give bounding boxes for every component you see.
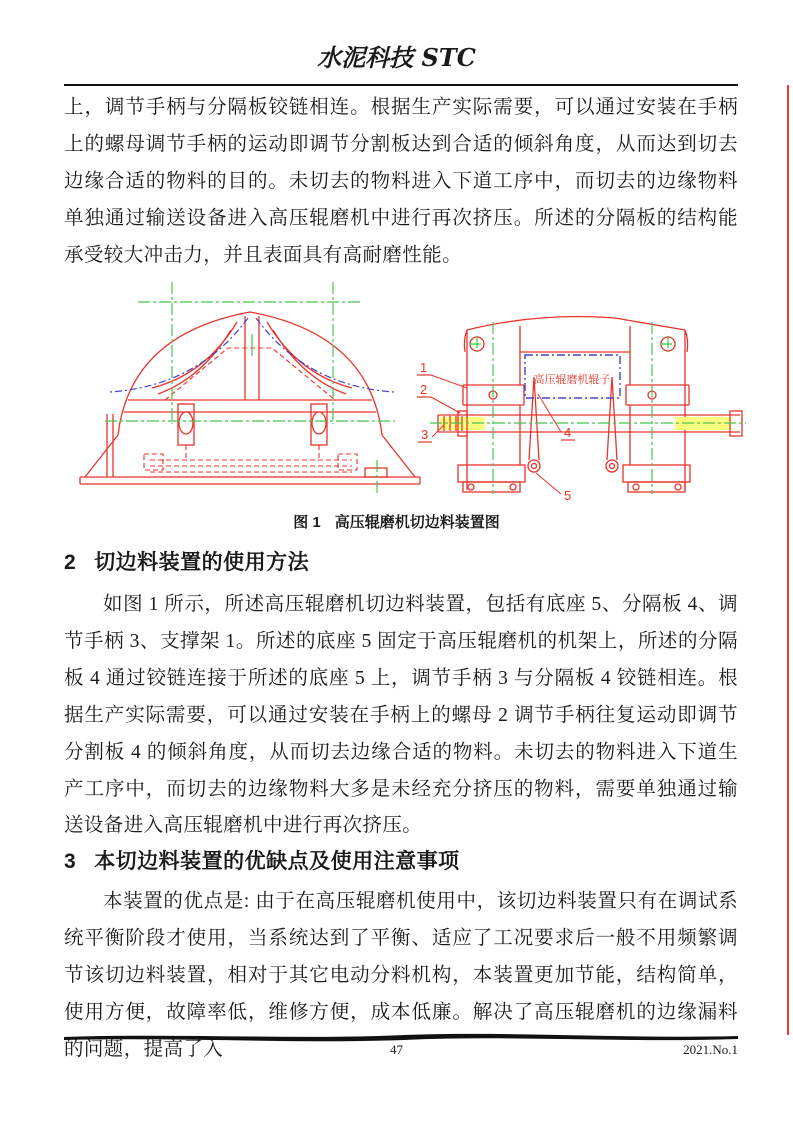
part-label-5: 5 bbox=[564, 488, 572, 503]
figure-caption-title: 高压辊磨机切边料装置图 bbox=[334, 514, 500, 531]
page-number: 47 bbox=[390, 1042, 403, 1057]
figure-caption bbox=[0, 511, 793, 532]
section-2-title: 切边料装置的使用方法 bbox=[94, 551, 310, 574]
section-2-heading bbox=[64, 546, 738, 576]
left-view-hidden-lines bbox=[144, 348, 357, 472]
cad-drawing-svg bbox=[70, 282, 748, 506]
header-rule bbox=[64, 84, 738, 86]
roller-box-label: 高压辊磨机辊子 bbox=[533, 374, 611, 386]
part-label-4: 4 bbox=[564, 425, 572, 440]
issue-number: 2021.No.1 bbox=[683, 1042, 738, 1057]
right-view-centerlines bbox=[430, 322, 746, 494]
red-margin-marker-line bbox=[787, 85, 789, 1035]
figure-caption-number: 图 1 bbox=[293, 514, 321, 531]
section-2-number: 2 bbox=[64, 551, 77, 574]
left-view-dome bbox=[80, 312, 420, 484]
section-3-paragraph: 本装置的优点是: 由于在高压辊磨机使用中，该切边料装置只有在调试系统平衡阶段才使用，当系统达到了平衡、适应了工况要求后一般不用频繁调节该切边料装置，相对于其它电动分料机构，本装置更加节能，结构简单，使用方便，故障率低，维修方便，成本低廉。解决了高压辊磨机的边缘漏料的问题，提高了入 bbox=[64, 891, 738, 1060]
right-view-divider-blades bbox=[528, 377, 618, 472]
section-2-paragraph: 如图 1 所示，所述高压辊磨机切边料装置，包括有底座 5、分隔板 4、调节手柄 3、支撑架 1。所述的底座 5 固定于高压辊磨机的机架上，所述的分隔板 4 通过铰链连接于所述的底座 5 上，调节手柄 3 与分隔板 4 铰链相连。根据生产实际需要，可以通过安装在手柄上的螺母 2 调节手柄往复运动即调节分割板 4 的倾斜角度，从而切去边缘合适的物料。未切去的物料进入下道生产工序中，而切去的边缘物料大多是未经充分挤压的物料，需要单独通过输送设备进入高压辊磨机中进行再次挤压。 bbox=[64, 594, 738, 837]
section-3-title: 本切边料装置的优缺点及使用注意事项 bbox=[94, 850, 460, 873]
part-label-2: 2 bbox=[420, 382, 428, 397]
figure-1-drawing bbox=[70, 282, 748, 506]
journal-title: 水泥科技 STC bbox=[317, 43, 476, 72]
intro-paragraph: 上，调节手柄与分隔板铰链相连。根据生产实际需要，可以通过安装在手柄上的螺母调节手柄的运动即调节分割板达到合适的倾斜角度，从而达到切去边缘合适的物料的目的。未切去的物料进入下道工序中，而切去的边缘物料单独通过输送设备进入高压辊磨机中进行再次挤压。所述的分隔板的结构能承受较大冲击力，并且表面具有高耐磨性能。 bbox=[64, 97, 738, 266]
part-label-1: 1 bbox=[420, 360, 428, 375]
section-3-number: 3 bbox=[64, 850, 77, 873]
section-3-heading bbox=[64, 845, 738, 875]
roller-zone-box bbox=[525, 355, 620, 398]
part-label-3: 3 bbox=[421, 427, 429, 442]
